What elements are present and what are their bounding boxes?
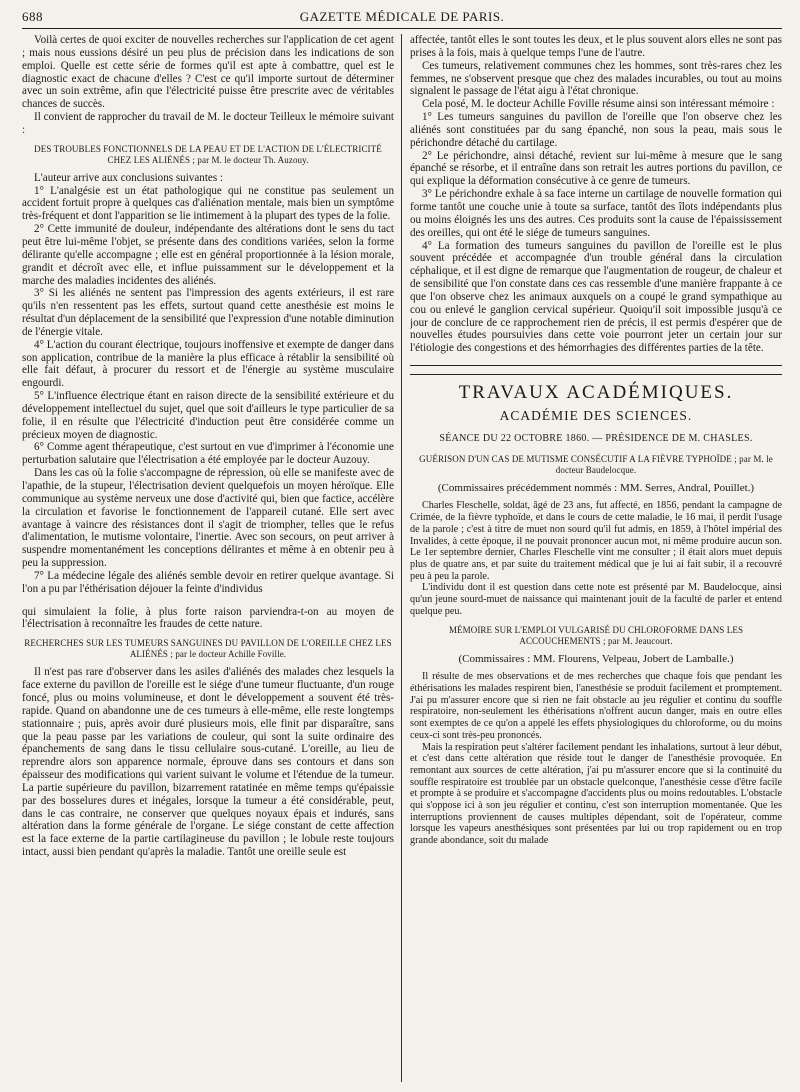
section-rule	[410, 365, 782, 366]
newspaper-page	[22, 8, 782, 1084]
paragraph: 4° La formation des tumeurs sanguines du pavillon de l'oreille est le plus souvent précédée et accompagnée d'un trouble général dans la circulation céphalique, et il est digne de remarque que l'augmentation de rougeur, de chaleur et de sensibilité que l'on constate dans ces cas ressemble d'une manière frappante à ce que l'on observe chez les animaux auxquels on a coupé le grand sympathique au cou ou enlevé le ganglion cervical supérieur. Quoiqu'il soit impossible jusqu'à ce jour de conclure de ce rapprochement rien de précis, il est permis d'espérer que de nouvelles études poursuivies dans cette voie pourront jeter un certain jour sur l'étiologie des congestions et des hémorrhagies des différentes parties de la tête.	[410, 239, 782, 355]
paragraph: Dans les cas où la folie s'accompagne de répression, où elle se manifeste avec de l'apathie, de la stupeur, l'électrisation devient quelquefois un moyen héroïque. Elle communique au système nerveux une dose d'activité qui, bien que factice, accélère la circulation et favorise le fonctionnement de l'appareil cutané. Elle sert avec avantage à vaincre des résistances dont il s'agit de triompher, telles que le refus d'alimentation, le mutisme volontaire, l'inertie. Avec son secours, on peut arriver à suspendre momentanément les conceptions délirantes et même à en obtenir peu à peu la suppression.	[22, 467, 394, 570]
commissioners: (Commissaires : MM. Flourens, Velpeau, Jobert de Lamballe.)	[458, 652, 734, 665]
column-rule	[401, 34, 402, 1082]
paragraph: 7° La médecine légale des aliénés semble devoir en retirer quelque avantage. Si l'on a pu par l'éthérisation déjouer la feinte d'individus	[22, 569, 394, 595]
columns	[22, 34, 782, 1082]
paragraph: 2° Le périchondre, ainsi détaché, revient sur lui-même à mesure que le sang épanché se résorbe, et il entraîne dans son retrait les autres portions du pavillon, ce qui explique la déformation consécutive à ce genre de tumeurs.	[410, 149, 782, 188]
page-header	[22, 8, 782, 29]
paragraph: Il convient de rapprocher du travail de M. le docteur Teilleux le mémoire suivant :	[22, 111, 394, 136]
commissioners: (Commissaires précédemment nommés : MM. Serres, Andral, Pouillet.)	[437, 481, 755, 494]
seance-line: SÉANCE DU 22 OCTOBRE 1860. — PRÉSIDENCE DE M. CHASLES.	[439, 432, 753, 444]
paragraph: qui simulaient la folie, à plus forte raison parviendra-t-on au moyen de l'électrisation à reconnaître les fraudes de cette nature.	[22, 605, 394, 631]
paragraph: Ces tumeurs, relativement communes chez les hommes, sont très-rares chez les femmes, ne s'observent presque que chez des malades incurables, ou tout au moins signalent le passage de l'état aigu à l'état chronique.	[410, 59, 782, 98]
article-title-auzouy: DES TROUBLES FONCTIONNELS DE LA PEAU ET DE L'ACTION DE L'ÉLECTRICITÉ CHEZ LES ALIÉNÉS ; par M. le docteur Th. Auzouy.	[34, 143, 382, 165]
left-column	[22, 34, 394, 1082]
academy-title: ACADÉMIE DES SCIENCES.	[499, 407, 693, 423]
paragraph: Cela posé, M. le docteur Achille Foville résume ainsi son intéressant mémoire :	[422, 98, 775, 111]
article-title-jeaucourt: MÉMOIRE SUR L'EMPLOI VULGARISÉ DU CHLOROFORME DANS LES ACCOUCHEMENTS ; par M. Jeaucourt.	[448, 624, 744, 646]
paragraph: Voilà certes de quoi exciter de nouvelles recherches sur l'application de cet agent ; mais nous eussions désiré un peu plus de précision dans les indications de son emploi. Quelle est cette série de formes qu'il est apte à combattre, quel est le diagnostic exact de chacune d'elles ? C'est ce qu'il importe surtout de déterminer avec un soin extrême, afin que l'électricité puisse être prescrite avec de véritables chances de succès.	[22, 34, 394, 111]
journal-title: GAZETTE MÉDICALE DE PARIS.	[299, 9, 505, 24]
article-title-baudelocque: GUÉRISON D'UN CAS DE MUTISME CONSÉCUTIF A LA FIÈVRE TYPHOÏDE ; par M. le docteur Baudelocque.	[419, 453, 773, 475]
paragraph: Il résulte de mes observations et de mes recherches que chaque fois que pendant les éthérisations les malades respirent bien, l'anesthésie se produit facilement et promptement. J'ai pu m'assurer encore que si rien ne fait obstacle au jeu régulier et continu du souffle respiratoire, non-seulement les éthérisations n'offrent aucun danger, mais en outre elles sont exemptes de ce qu'on a appelé les effets physiologiques du chloroforme, ou du moins ceux-ci sont très-peu prononcés.	[410, 671, 782, 741]
paragraph: L'auteur arrive aux conclusions suivantes :	[34, 171, 223, 184]
paragraph: 6° Comme agent thérapeutique, c'est surtout en vue d'imprimer à l'économie une perturbation salutaire que l'électrisation a été employée par le docteur Auzouy.	[22, 441, 394, 467]
paragraph: Il n'est pas rare d'observer dans les asiles d'aliénés des malades chez lesquels la face externe du pavillon de l'oreille est le siége d'une tumeur fluctuante, d'un rouge foncé, plus ou moins volumineuse, et dont le développement a souvent été très-rapide. Quand on abandonne une de ces tumeurs à elle-même, elle reste longtemps stationnaire ; puis, après avoir duré plusieurs mois, elle finit par disparaître, sans que la peau passe par les variations de couleur, qui sont la suite ordinaire des épanchements de sang dans le tissu cellulaire sous-cutané. L'oreille, au lieu de reprendre alors son apparence normale, éprouve dans ses contours et dans son épaisseur des modifications qui varient suivant le volume et l'étendue de la tumeur. La partie supérieure du pavillon, bizarrement ratatinée en même temps qu'épaissie par des bosselures dures et inégales, lorsque la tumeur a été considérable, peut, dans le cas contraire, ne conserver que quelques noyaux épais et indurés, sans altération dans la forme générale de l'organe. Le siége constant de cette affection est la face externe de la partie cartilagineuse du pavillon ; le lobule reste toujours intact, aussi bien pendant qu'après la maladie. Tantôt une oreille seule est	[22, 666, 394, 859]
paragraph: Mais la respiration peut s'altérer facilement pendant les inhalations, surtout à leur début, et c'est dans cette altération que réside tout le danger de l'anesthésie provoquée. En remontant aux sources de cette altération, j'ai pu m'assurer encore que si la continuité du souffle respiratoire est troublée par un obstacle quelconque, l'anesthésie cesse d'être facile et prompte à se produire et s'accompagne d'accidents plus ou moins redoutables. L'obstacle qui s'oppose ici à son jeu régulier et continu, c'est son interruption momentanée. Que les interruptions proviennent de causes multiples dépendant, soit de l'opérateur, comme lorsque les vapeurs anesthésiques sont présentées par lui ou trop rapidement ou en trop grande abondance, soit du malade	[410, 741, 782, 847]
article-title-foville: RECHERCHES SUR LES TUMEURS SANGUINES DU PAVILLON DE L'OREILLE CHEZ LES ALIÉNÉS ; par le docteur Achille Foville.	[24, 638, 392, 660]
paragraph: 2° Cette immunité de douleur, indépendante des altérations dont le sens du tact peut être lui-même l'objet, se présente dans des conditions variées, selon la forme délirante qu'elle accompagne ; elle est en général proportionnée à la lésion morale, grandit et décroît avec elle, et influe puissamment sur le développement et la marche des maladies incidentes des aliénés.	[22, 223, 394, 287]
paragraph: 5° L'influence électrique étant en raison directe de la sensibilité extérieure et du développement intellectuel du sujet, quel que soit d'ailleurs le type particulier de sa folie, il en résulte que l'électricité d'induction peut être considérée comme un précieux moyen de diagnostic.	[22, 390, 394, 441]
paragraph: 3° Le périchondre exhale à sa face interne un cartilage de nouvelle formation qui forme tantôt une couche unie à toute sa surface, tantôt des îlots indépendants plus ou moins éloignés les uns des autres. Ces produits sont la cause de l'épaississement des oreilles, qui ont été le siége de tumeurs sanguines.	[410, 188, 782, 239]
paragraph: 4° L'action du courant électrique, toujours inoffensive et exempte de danger dans son application, contribue de la manière la plus efficace à rétablir la sensibilité où elle fait défaut, à procurer du ressort et de l'énergie au système musculaire engourdi.	[22, 338, 394, 390]
page-number: 688	[22, 9, 43, 24]
paragraph: L'individu dont il est question dans cette note est présenté par M. Baudelocque, ainsi qu'un jeune sourd-muet de naissance qui maintenant jouit de la faculté de parler et entend quelque peu.	[410, 582, 782, 617]
paragraph: affectée, tantôt elles le sont toutes les deux, et le plus souvent alors elles ne sont pas prises à la fois, mais à quelque temps l'une de l'autre.	[410, 34, 782, 59]
section-title: TRAVAUX ACADÉMIQUES.	[458, 382, 734, 404]
section-rule	[410, 374, 782, 375]
right-column	[410, 34, 782, 1082]
paragraph: 1° L'analgésie est un état pathologique qui ne constitue pas seulement un accident fortuit propre à quelques cas d'aliénation mentale, mais bien un symptôme très-fréquent et dont l'apparition se lie intimement à la plupart des types de la folie.	[22, 184, 394, 223]
paragraph: Charles Fleschelle, soldat, âgé de 23 ans, fut affecté, en 1856, pendant la campagne de Crimée, de la fièvre typhoïde, et dans le cours de cette maladie, le 16 mai, il perdit l'usage de la parole ; c'est à titre de muet non sourd qu'il fut admis, en 1859, à l'hôtel impérial des Invalides, à cette époque, il ne pouvait prononcer aucun mot, ni même produire aucun son. Le 1er septembre dernier, Charles Fleschelle vint me consulter ; il était alors muet depuis plus de quatre ans, et par suite du traitement médical que je lui ai fait subir, il a recouvré peu à peu la parole.	[410, 500, 782, 582]
paragraph: 3° Si les aliénés ne sentent pas l'impression des agents extérieurs, il est rare qu'ils n'en ressentent pas les effets, surtout quand cette anesthésie est moins le résultat d'un déplacement de la sensibilité que l'expression d'une notable diminution de l'énergie vitale.	[22, 287, 394, 338]
paragraph: 1° Les tumeurs sanguines du pavillon de l'oreille que l'on observe chez les aliénés sont constituées par du sang épanché, non sous la peau, mais sous le périchondre détaché du cartilage.	[410, 111, 782, 149]
